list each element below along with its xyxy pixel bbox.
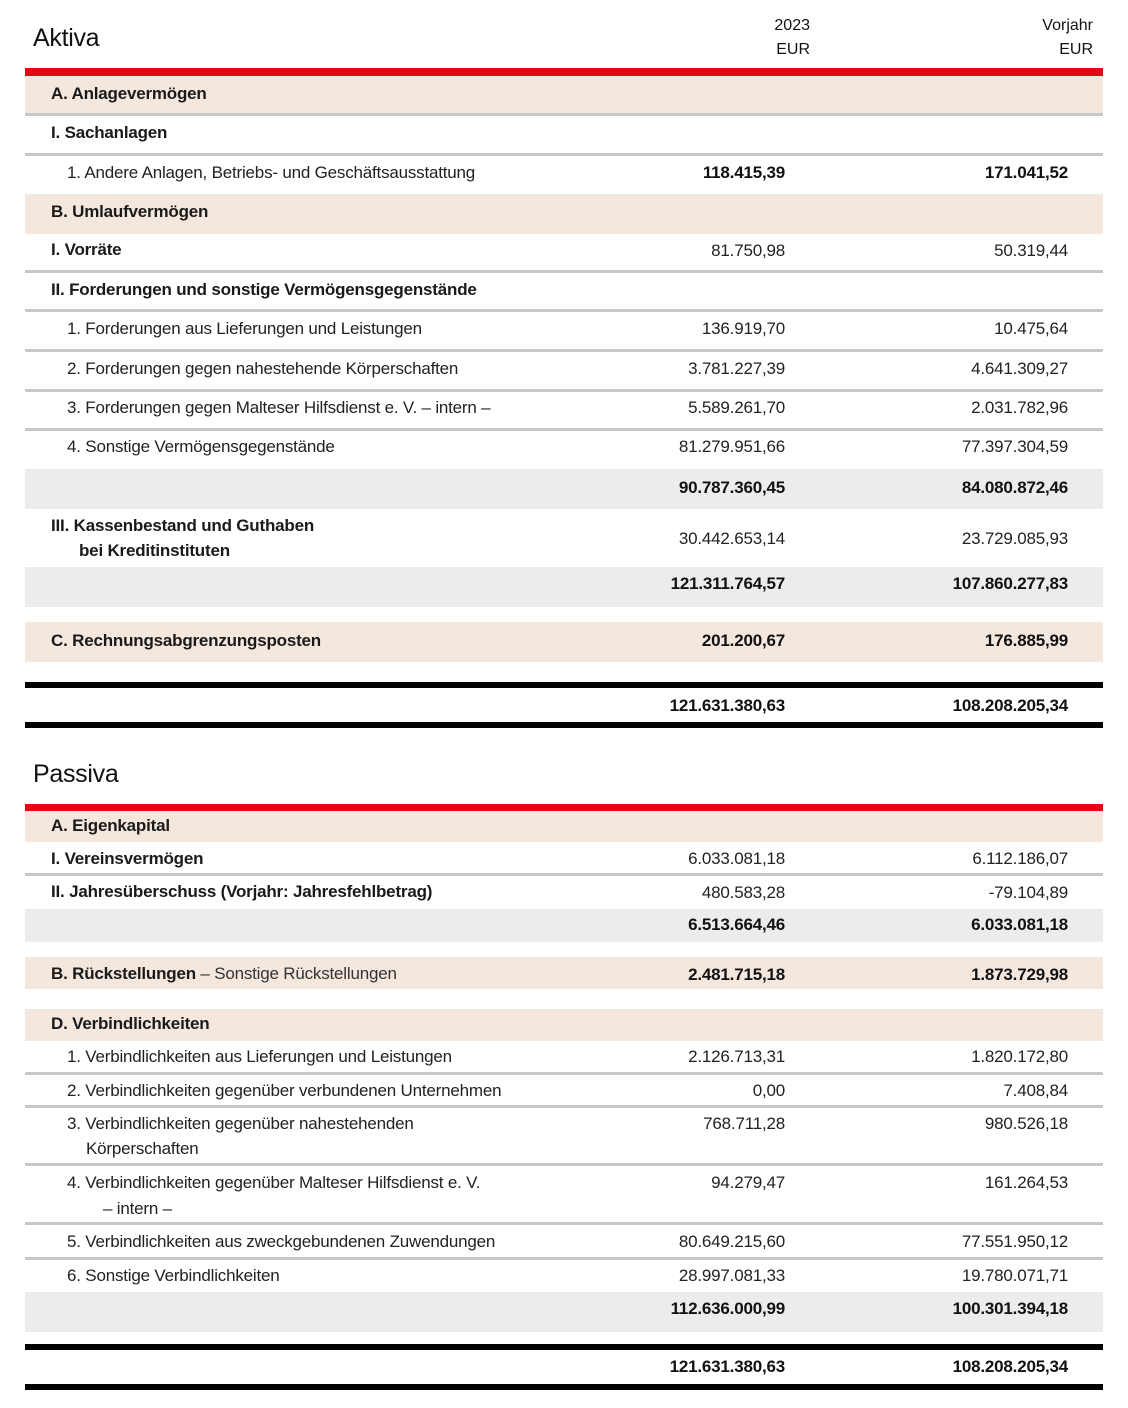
row-label: 2. Forderungen gegen nahestehende Körperschaften — [67, 359, 459, 378]
value-vorjahr: 6.112.186,07 — [972, 849, 1068, 868]
row-label: B. Umlaufvermögen — [51, 202, 209, 221]
value-2023: 94.279,47 — [711, 1173, 785, 1192]
total-rule-bottom — [25, 722, 1103, 728]
aktiva-red-rule — [25, 68, 1103, 76]
row-label-continued: – intern – — [103, 1199, 172, 1218]
row-label: I. Sachanlagen — [51, 123, 168, 142]
table-row-section-header — [25, 76, 1103, 116]
row-label: 4. Verbindlichkeiten gegenüber Malteser Hilfsdienst e. V. — [67, 1173, 481, 1192]
row-label: III. Kassenbestand und Guthaben — [51, 516, 315, 535]
row-label-main: B. Rückstellungen — [51, 964, 196, 983]
column-header-vorjahr — [893, 14, 1093, 62]
row-label: 1. Forderungen aus Lieferungen und Leistungen — [67, 319, 422, 338]
row-label-continued: bei Kreditinstituten — [79, 541, 230, 560]
row-label: 4. Sonstige Vermögensgegenstände — [67, 437, 335, 456]
total-rule-top — [25, 1344, 1103, 1350]
row-label: 2. Verbindlichkeiten gegenüber verbundenen Unternehmen — [67, 1081, 502, 1100]
row-label: I. Vereinsvermögen — [51, 849, 204, 868]
value-2023: 480.583,28 — [701, 883, 785, 902]
value-2023: 30.442.653,14 — [678, 529, 785, 548]
value-vorjahr: 2.031.782,96 — [971, 398, 1068, 417]
subtotal-vorjahr: 6.033.081,18 — [971, 915, 1068, 934]
aktiva-title: Aktiva — [33, 24, 100, 52]
row-label: I. Vorräte — [51, 240, 122, 259]
passiva-title: Passiva — [33, 760, 119, 788]
value-vorjahr: 161.264,53 — [984, 1173, 1068, 1192]
value-2023: 118.415,39 — [702, 163, 785, 182]
value-vorjahr: 23.729.085,93 — [961, 529, 1068, 548]
value-2023: 81.279.951,66 — [678, 437, 785, 456]
column-header-2023 — [610, 14, 810, 62]
subtotal-2023: 6.513.664,46 — [688, 915, 785, 934]
total-rule-bottom — [25, 1384, 1103, 1390]
value-vorjahr: 4.641.309,27 — [971, 359, 1068, 378]
column-year-vorjahr: Vorjahr — [1042, 17, 1093, 34]
value-vorjahr: -79.104,89 — [988, 883, 1068, 902]
value-2023: 201.200,67 — [701, 631, 785, 650]
value-2023: 80.649.215,60 — [678, 1232, 785, 1251]
aktiva-total-2023: 121.631.380,63 — [669, 696, 785, 715]
column-year-2023: 2023 — [774, 17, 810, 34]
row-label: 5. Verbindlichkeiten aus zweckgebundenen Zuwendungen — [67, 1232, 496, 1251]
value-vorjahr: 1.873.729,98 — [971, 965, 1068, 984]
value-vorjahr: 50.319,44 — [994, 241, 1068, 260]
value-vorjahr: 1.820.172,80 — [971, 1047, 1068, 1066]
row-label: 6. Sonstige Verbindlichkeiten — [67, 1266, 280, 1285]
subtotal-vorjahr: 107.860.277,83 — [952, 574, 1068, 593]
value-vorjahr: 77.551.950,12 — [961, 1232, 1068, 1251]
table-row-subsection-header — [25, 273, 1103, 312]
value-vorjahr: 7.408,84 — [1003, 1081, 1068, 1100]
value-2023: 2.481.715,18 — [688, 965, 785, 984]
value-2023: 768.711,28 — [703, 1114, 785, 1133]
aktiva-total-vorjahr: 108.208.205,34 — [952, 696, 1068, 715]
row-label: II. Forderungen und sonstige Vermögensgegenstände — [51, 280, 477, 299]
value-2023: 3.781.227,39 — [688, 359, 785, 378]
row-label: A. Eigenkapital — [51, 816, 170, 835]
value-vorjahr: 19.780.071,71 — [961, 1266, 1068, 1285]
table-row-section-header — [25, 1009, 1103, 1041]
subtotal-vorjahr: 84.080.872,46 — [961, 478, 1068, 497]
value-vorjahr: 10.475,64 — [994, 319, 1068, 338]
passiva-red-rule — [25, 804, 1103, 811]
subtotal-2023: 90.787.360,45 — [678, 478, 785, 497]
passiva-total-2023: 121.631.380,63 — [669, 1357, 785, 1376]
value-2023: 28.997.081,33 — [678, 1266, 785, 1285]
value-2023: 136.919,70 — [701, 319, 785, 338]
value-vorjahr: 77.397.304,59 — [961, 437, 1068, 456]
passiva-total-vorjahr: 108.208.205,34 — [952, 1357, 1068, 1376]
subtotal-2023: 121.311.764,57 — [670, 574, 785, 593]
table-row-section-header — [25, 194, 1103, 234]
row-label: 1. Verbindlichkeiten aus Lieferungen und Leistungen — [67, 1047, 452, 1066]
table-row-section-header — [25, 811, 1103, 842]
table-row-subsection-header — [25, 116, 1103, 156]
subtotal-2023: 112.636.000,99 — [670, 1299, 785, 1318]
value-2023: 81.750,98 — [711, 241, 785, 260]
row-label: D. Verbindlichkeiten — [51, 1014, 210, 1033]
value-2023: 6.033.081,18 — [688, 849, 785, 868]
value-vorjahr: 171.041,52 — [984, 163, 1068, 182]
row-label: A. Anlagevermögen — [51, 84, 207, 103]
value-2023: 2.126.713,31 — [688, 1047, 785, 1066]
column-unit-2023: EUR — [776, 41, 810, 58]
value-2023: 0,00 — [752, 1081, 785, 1100]
total-rule-top — [25, 682, 1103, 688]
column-unit-vorjahr: EUR — [1059, 41, 1093, 58]
subtotal-vorjahr: 100.301.394,18 — [952, 1299, 1068, 1318]
row-label: II. Jahresüberschuss (Vorjahr: Jahresfehlbetrag) — [51, 882, 433, 901]
value-2023: 5.589.261,70 — [688, 398, 785, 417]
row-label: 3. Forderungen gegen Malteser Hilfsdienst e. V. – intern – — [67, 398, 491, 417]
value-vorjahr: 980.526,18 — [984, 1114, 1068, 1133]
row-label: C. Rechnungsabgrenzungsposten — [51, 631, 321, 650]
row-label — [51, 961, 397, 986]
value-vorjahr: 176.885,99 — [984, 631, 1068, 650]
row-label-continued: Körperschaften — [86, 1139, 199, 1158]
row-label: 1. Andere Anlagen, Betriebs- und Geschäftsausstattung — [67, 163, 476, 182]
row-label: 3. Verbindlichkeiten gegenüber nahestehenden — [67, 1114, 414, 1133]
row-label-suffix: – Sonstige Rückstellungen — [195, 964, 397, 983]
